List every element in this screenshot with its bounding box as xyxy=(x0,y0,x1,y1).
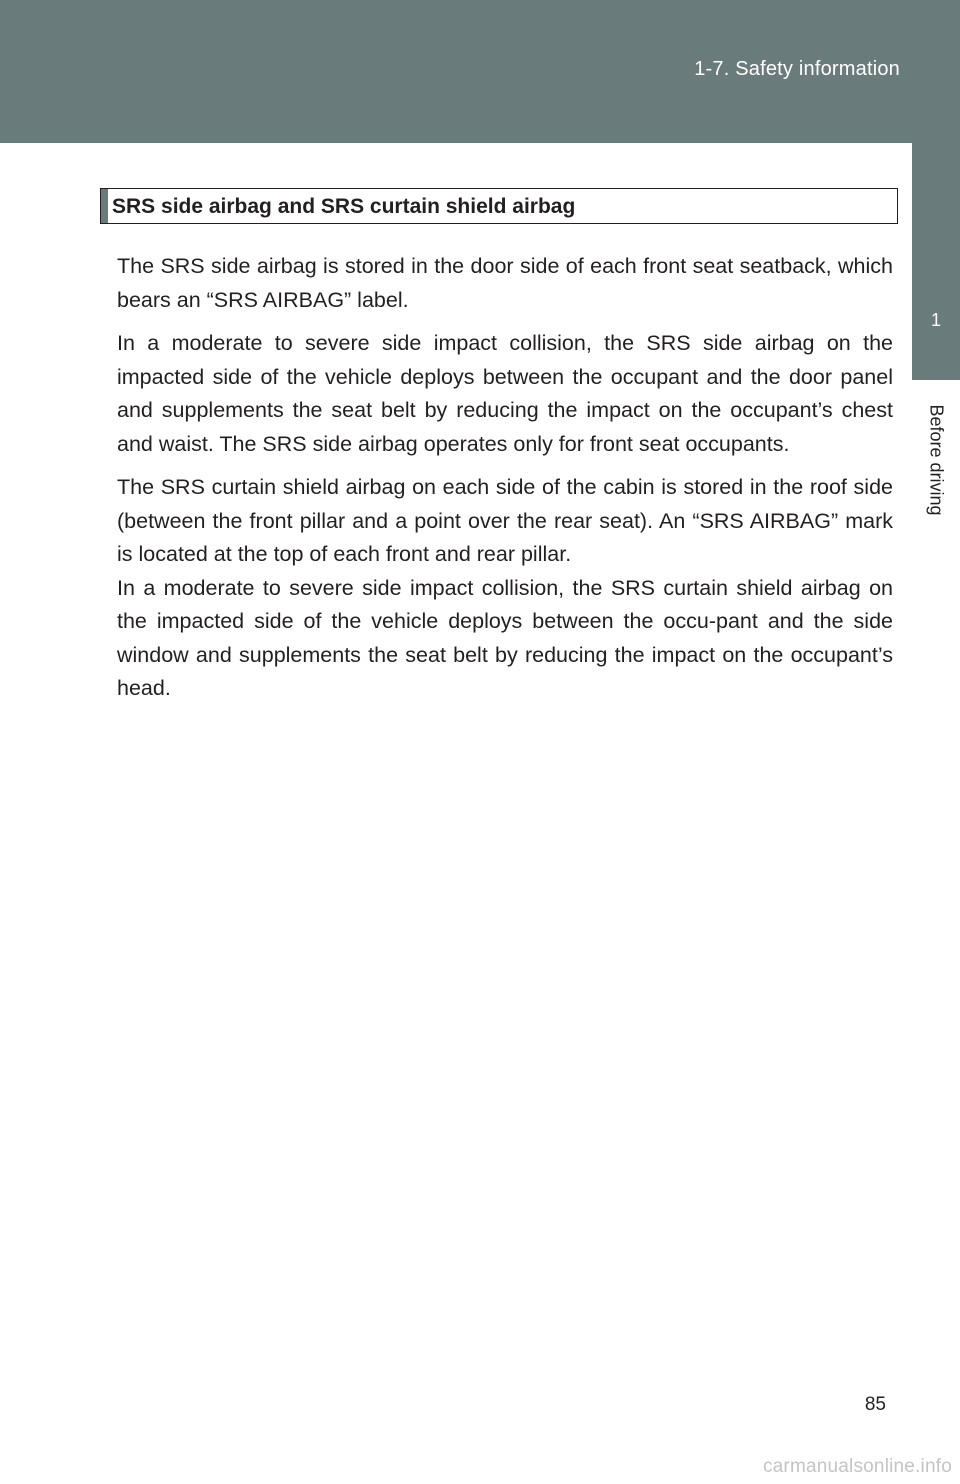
paragraph: The SRS curtain shield airbag on each side of the cabin is stored in the roof side (between the front pillar and a point over the rear seat). An “SRS AIRBAG” mark is located at the top of each front and rear pillar. xyxy=(117,475,893,566)
section-heading: SRS side airbag and SRS curtain shield airbag xyxy=(112,195,576,218)
paragraph: In a moderate to severe side impact collision, the SRS side airbag on the impacted side of the vehicle deploys between the occupant and the door panel and supplements the seat belt by reducing the impact on the occupant’s chest and waist. The SRS side airbag operates only for front seat occupants. xyxy=(117,331,893,456)
body-text xyxy=(117,250,893,716)
chapter-label: Before driving xyxy=(926,404,947,516)
watermark: carmanualsonline.info xyxy=(762,1456,952,1477)
paragraph: In a moderate to severe side impact collision, the SRS curtain shield airbag on the impacted side of the vehicle deploys between the occu-pant and the side window and supplements the seat belt by reducing the impact on the occupant’s head. xyxy=(117,575,893,700)
heading-accent-bar xyxy=(101,189,108,223)
chapter-tab xyxy=(912,143,960,380)
chapter-number: 1 xyxy=(930,310,941,330)
section-title: 1-7. Safety information xyxy=(694,58,900,80)
section-heading-box xyxy=(100,188,898,224)
paragraph: The SRS side airbag is stored in the door side of each front seat seatback, which bears an “SRS AIRBAG” label. xyxy=(117,254,893,312)
page-number: 85 xyxy=(864,1394,886,1415)
